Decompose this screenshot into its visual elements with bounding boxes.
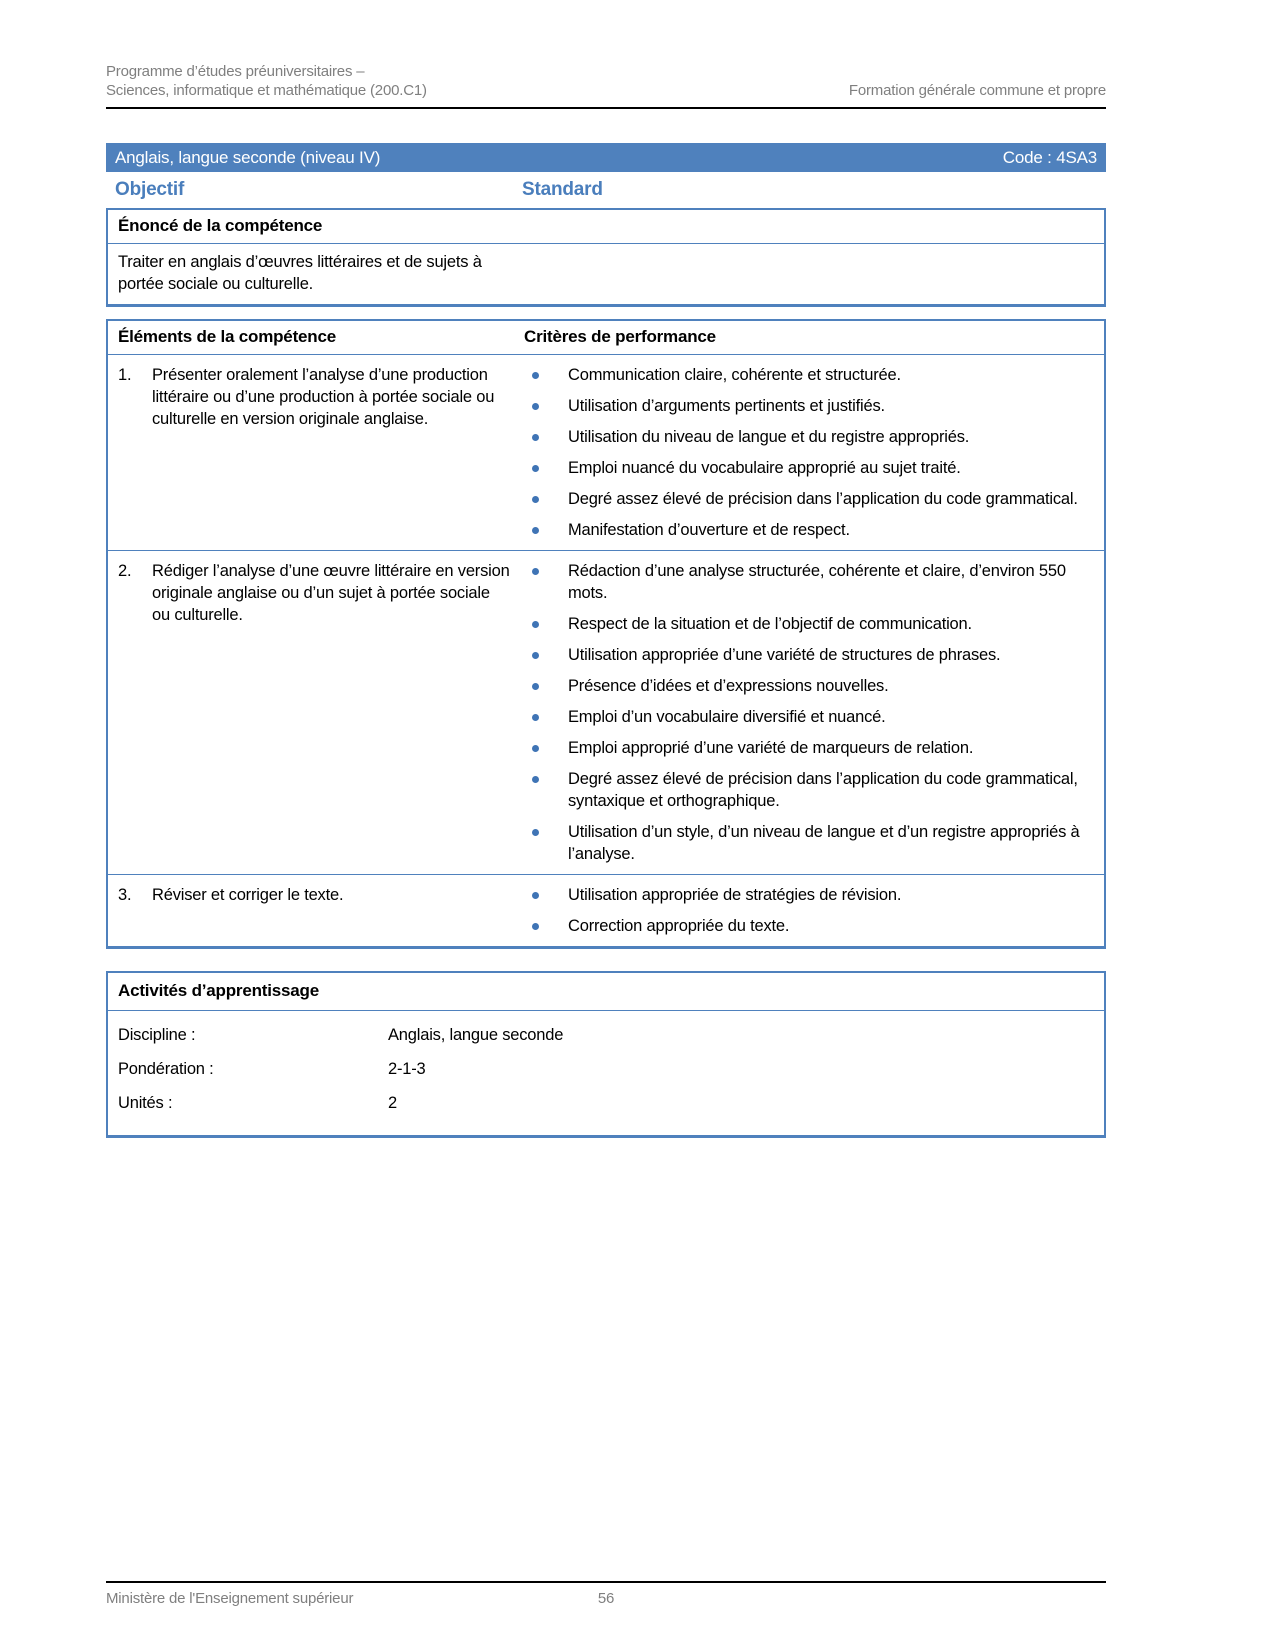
activites-box: [106, 971, 1106, 1138]
footer-page-number: 56: [597, 1590, 615, 1607]
criteria-cell: [524, 551, 1104, 874]
criteria-cell: [524, 875, 1104, 946]
enonce-box: [106, 208, 1106, 307]
criteria-list: [524, 560, 1098, 865]
criteria-item: Utilisation du niveau de langue et du registre appropriés.: [524, 426, 1098, 448]
section-headings: [106, 176, 1106, 208]
header-program-line2: Sciences, informatique et mathématique (200.C1): [106, 82, 427, 99]
criteria-list: [524, 884, 1098, 937]
element-number: 3.: [118, 886, 132, 904]
footer-ministry: Ministère de l'Enseignement supérieur: [106, 1590, 354, 1607]
header-program-line1: Programme d’études préuniversitaires –: [106, 63, 365, 80]
enonce-header: Énoncé de la compétence: [108, 210, 1104, 244]
criteria-item: Utilisation d’un style, d’un niveau de langue et d’un registre appropriés à l’analyse.: [524, 821, 1098, 865]
criteria-item: Présence d’idées et d’expressions nouvelles.: [524, 675, 1098, 697]
criteria-item: Emploi d’un vocabulaire diversifié et nuancé.: [524, 706, 1098, 728]
element-number: 2.: [118, 562, 132, 580]
criteria-column-header: Critères de performance: [524, 327, 716, 346]
enonce-text: Traiter en anglais d’œuvres littéraires et de sujets à portée sociale ou culturelle.: [118, 253, 482, 293]
element-text: Rédiger l’analyse d’une œuvre littéraire en version originale anglaise ou d’un sujet à portée sociale ou culturelle.: [152, 562, 510, 624]
course-banner: [106, 143, 1106, 172]
activites-rows: [108, 1011, 1104, 1135]
criteria-item: Communication claire, cohérente et structurée.: [524, 364, 1098, 386]
criteria-cell: [524, 355, 1104, 550]
criteria-item: Manifestation d’ouverture et de respect.: [524, 519, 1098, 541]
course-code: Code : 4SA3: [1002, 147, 1097, 167]
criteria-item: Utilisation d’arguments pertinents et justifiés.: [524, 395, 1098, 417]
elements-column-header: Éléments de la compétence: [118, 327, 336, 346]
criteria-item: Emploi nuancé du vocabulaire approprié au sujet traité.: [524, 457, 1098, 479]
activites-label: Pondération :: [118, 1060, 214, 1078]
elements-criteria-table: [106, 319, 1106, 949]
element-text: Présenter oralement l’analyse d’une production littéraire ou d’une production à portée sociale ou culturelle en version originale anglaise.: [152, 366, 495, 428]
table-row: [108, 355, 1104, 551]
criteria-item: Respect de la situation et de l’objectif de communication.: [524, 613, 1098, 635]
header-right-text: Formation générale commune et propre: [848, 82, 1106, 99]
element-number: 1.: [118, 366, 132, 384]
objectif-heading: Objectif: [115, 179, 185, 200]
running-footer: [106, 1581, 1106, 1607]
running-header: [106, 62, 1106, 109]
element-cell: [108, 551, 524, 874]
activites-value: Anglais, langue seconde: [388, 1026, 564, 1044]
activites-label: Discipline :: [118, 1026, 196, 1044]
criteria-item: Rédaction d’une analyse structurée, cohérente et claire, d’environ 550 mots.: [524, 560, 1098, 604]
course-title: Anglais, langue seconde (niveau IV): [115, 147, 381, 167]
header-left-block: [106, 62, 427, 100]
page-content: [106, 143, 1106, 1138]
criteria-item: Utilisation appropriée d’une variété de structures de phrases.: [524, 644, 1098, 666]
enonce-body: [108, 244, 1104, 304]
standard-heading: Standard: [522, 179, 603, 200]
table-row: [108, 875, 1104, 946]
criteria-item: Utilisation appropriée de stratégies de révision.: [524, 884, 1098, 906]
criteria-item: Emploi approprié d’une variété de marqueurs de relation.: [524, 737, 1098, 759]
activites-value: 2-1-3: [388, 1060, 426, 1078]
element-text: Réviser et corriger le texte.: [152, 886, 344, 904]
criteria-item: Degré assez élevé de précision dans l’application du code grammatical.: [524, 488, 1098, 510]
activites-header: Activités d’apprentissage: [108, 973, 1104, 1011]
element-cell: [108, 355, 524, 550]
activites-row: [118, 1087, 1094, 1121]
criteria-item: Degré assez élevé de précision dans l’application du code grammatical, syntaxique et orthographique.: [524, 768, 1098, 812]
table-row: [108, 551, 1104, 875]
criteria-list: [524, 364, 1098, 541]
elements-table-header: [108, 321, 1104, 355]
activites-label: Unités :: [118, 1094, 173, 1112]
activites-value: 2: [388, 1094, 397, 1112]
activites-row: [118, 1053, 1094, 1087]
element-cell: [108, 875, 524, 946]
activites-row: [118, 1019, 1094, 1053]
criteria-item: Correction appropriée du texte.: [524, 915, 1098, 937]
